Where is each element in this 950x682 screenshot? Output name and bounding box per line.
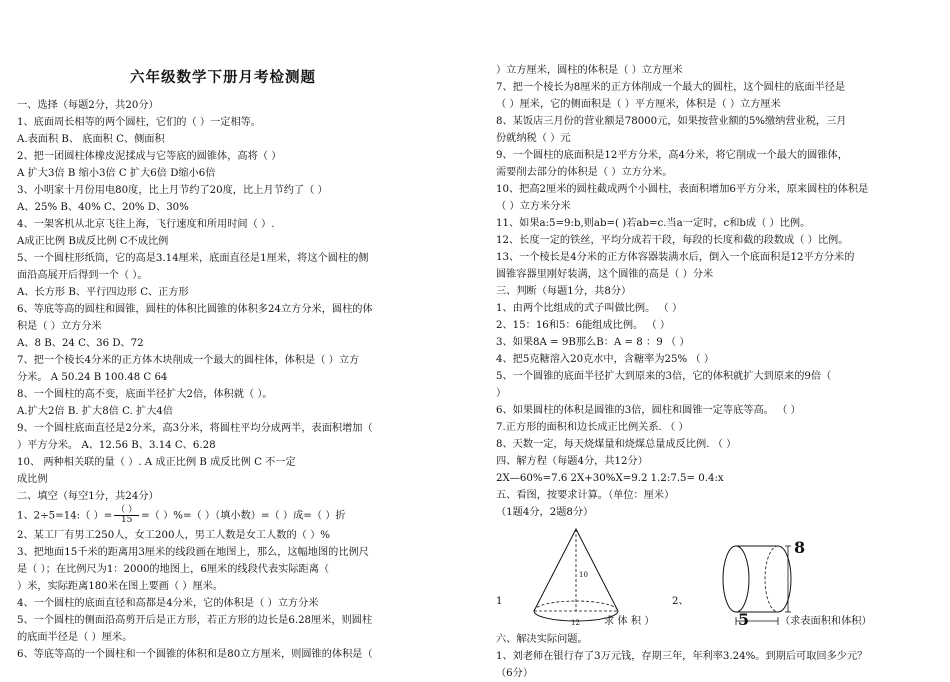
text-line: 3、把地面15千米的距离用3厘米的线段画在地图上，那么，这幅地图的比例尺	[17, 547, 369, 558]
text-line: A成正比例 B成反比例 C不成比例	[17, 236, 169, 247]
text-line: A、25% B、40% C、20% D、30%	[17, 202, 189, 213]
text-line: 10、把高2厘米的圆柱截成两个小圆柱，表面积增加6平方分米，原来圆柱的体积是	[496, 184, 869, 195]
text-line: 8、天数一定，每天烧煤量和烧煤总量成反比例. （ ）	[496, 439, 737, 450]
figure1-caption: 求 体 积 ）	[604, 616, 655, 627]
text-line: A 扩大3倍 B 缩小3倍 C 扩大6倍 D缩小6倍	[17, 168, 216, 179]
text-line: ）米，实际距离180米在图上要画（ ）厘米。	[17, 581, 224, 592]
text-line: 二、填空（每空1分，共24分）	[17, 491, 159, 502]
text-line: 8、一个圆柱的高不变，底面半径扩大2倍，体积就（ ）。	[17, 389, 273, 400]
text-line: （6分）	[496, 668, 534, 679]
text-line: 需要削去部分的体积是（ ）立方分米。	[496, 167, 673, 178]
cylinder-height-label: 8	[794, 538, 806, 557]
text-line: 6、等底等高的圆柱和圆锥，圆柱的体积比圆锥的体积多24立方分米，圆柱的体	[17, 304, 373, 315]
text-line: 5、一个圆柱形纸筒，它的高是3.14厘米，底面直径是1厘米，将这个圆柱的侧	[17, 253, 369, 264]
text-line: 2、把一团圆柱体橡皮泥揉成与它等底的圆锥体，高将（ ）	[17, 151, 282, 162]
figure1-number: 1	[496, 596, 503, 607]
text-line: 份就纳税（ ）元	[496, 133, 571, 144]
text-line: 一、选择（每题2分，共20分）	[17, 100, 159, 111]
fraction-numerator: （ ）	[116, 505, 138, 515]
text-line: 1、底面周长相等的两个圆柱，它们的（ ）一定相等。	[17, 117, 262, 128]
text-line: 10、 两种相关联的量（ ）. A 成正比例 B 成反比例 C 不一定	[17, 457, 296, 468]
cone-diameter-label: 12	[571, 619, 580, 627]
text-line: 五、看图，按要求计算。（单位：厘米）	[496, 490, 675, 501]
page-title: 六年级数学下册月考检测题	[130, 70, 316, 86]
text-line: 2、15：16和5：6能组成比例。 （ ）	[496, 320, 671, 331]
fill1-suffix: =（ ）%=（ ）（填小数）=（ ）成=（ ）折	[141, 510, 346, 522]
text-line: 7、把一个棱长4分米的正方体木块削成一个最大的圆柱体，体积是（ ）立方	[17, 355, 360, 366]
text-line: 5、一个圆锥的底面半径扩大到原来的3倍，它的体积就扩大到原来的9倍（	[496, 371, 832, 382]
text-line: 7、把一个棱长为8厘米的正方体削成一个最大的圆柱，这个圆柱的底面半径是	[496, 82, 846, 93]
text-line: 2X—60%=7.6 2X+30%X=9.2 1.2:7.5= 0.4:x	[496, 473, 724, 484]
figure2-caption: （求表面积和体积）	[780, 616, 872, 627]
text-line: 面沿高展开后得到一个（ ）。	[17, 270, 148, 281]
text-line: 分米。 A 50.24 B 100.48 C 64	[17, 372, 168, 383]
text-line: （1题4分，2题8分）	[496, 507, 594, 518]
text-line: 4、一个圆柱的底面直径和高都是4分米，它的体积是（ ）立方分米	[17, 598, 319, 609]
text-line: 是（ ）；在比例尺为1：2000的地图上，6厘米的线段代表实际距离（	[17, 564, 330, 575]
fill-question-1	[17, 506, 346, 525]
text-line: （ ）厘米，它的侧面积是（ ）平方厘米，体积是（ ）立方厘米	[496, 99, 781, 110]
text-line: 2、某工厂有男工250人，女工200人，男工人数是女工人数的（ ）%	[17, 530, 330, 541]
text-line: ）	[496, 388, 507, 399]
text-line: 9、一个圆柱的底面积是12平方分米，高4分米，将它削成一个最大的圆锥体，	[496, 150, 848, 161]
figure2-number: 2、	[672, 596, 689, 607]
text-line: 四、解方程（每题4分，共12分）	[496, 456, 648, 467]
text-line: 4、把5克糖溶入20克水中，含糖率为25% （ ）	[496, 354, 715, 365]
text-line: ）立方厘米，圆柱的体积是（ ）立方厘米	[496, 65, 683, 76]
text-line: 8、某饭店三月份的营业额是78000元，如果按营业额的5%缴纳营业税，三月	[496, 116, 847, 127]
text-line: 9、一个圆柱底面直径是2分米，高3分米，将圆柱平均分成两半，表面积增加（	[17, 423, 373, 434]
text-line: 1、由两个比组成的式子叫做比例。 （ ）	[496, 303, 683, 314]
text-line: （ ）立方米分米	[496, 201, 571, 212]
cylinder-diameter-label: 5	[738, 610, 750, 629]
text-line: ）平方分米。 A、12.56 B、3.14 C、6.28	[17, 440, 216, 451]
text-line: 成比例	[17, 474, 48, 485]
text-line: 圆锥容器里刚好装满，这个圆锥的高是（ ）分米	[496, 269, 714, 280]
text-line: 7.正方形的面积和边长成正比例关系. （ ）	[496, 422, 689, 433]
text-line: 6、等底等高的一个圆柱和一个圆锥的体积和是80立方厘米，则圆锥的体积是（	[17, 649, 373, 660]
text-line: 3、如果8A = 9B那么B：A = 8 ：9 （ ）	[496, 337, 690, 348]
text-line: A.表面积 B、 底面积 C、侧面积	[17, 134, 165, 145]
text-line: 1、刘老师在银行存了3万元钱，存期三年，年利率3.24%。到期后可取回多少元？	[496, 651, 868, 662]
fraction-denominator: 15	[120, 515, 133, 525]
text-line: 4、一架客机从北京飞往上海，飞行速度和所用时间（ ）.	[17, 219, 275, 230]
text-line: 5、一个圆柱的侧面沿高剪开后是正方形，若正方形的边长是6.28厘米，则圆柱	[17, 615, 373, 626]
fraction	[114, 506, 139, 525]
text-line: 6、如果圆柱的体积是圆锥的3倍，圆柱和圆锥一定等底等高。 （ ）	[496, 405, 801, 416]
text-line: 12、长度一定的铁丝，平均分成若干段，每段的长度和截的段数成（ ）比例。	[496, 235, 849, 246]
text-line: A.扩大2倍 B. 扩大8倍 C. 扩大4倍	[17, 406, 174, 417]
text-line: 3、小明家十月份用电80度，比上月节约了20度，比上月节约了（ ）	[17, 185, 328, 196]
fill1-prefix: 1、2÷5=14:（ ）=	[17, 510, 113, 522]
text-line: 11、如果a:5=9:b,则ab=( )若ab=c.当a一定时，c和b成（ ）比例。	[496, 218, 811, 229]
text-line: 积是（ ）立方分米	[17, 321, 102, 332]
text-line: 的底面半径是（ ）厘米。	[17, 632, 133, 643]
cone-height-label: 10	[579, 571, 588, 579]
text-line: A、长方形 B、平行四边形 C、正方形	[17, 287, 189, 298]
text-line: 三、判断（每题1分，共8分）	[496, 286, 632, 297]
text-line: 13、一个棱长是4分米的正方体容器装满水后，倒入一个底面积是12平方分米的	[496, 252, 855, 263]
text-line: A、8 B、24 C、36 D、72	[17, 338, 144, 349]
text-line: 六、解决实际问题。	[496, 634, 588, 645]
